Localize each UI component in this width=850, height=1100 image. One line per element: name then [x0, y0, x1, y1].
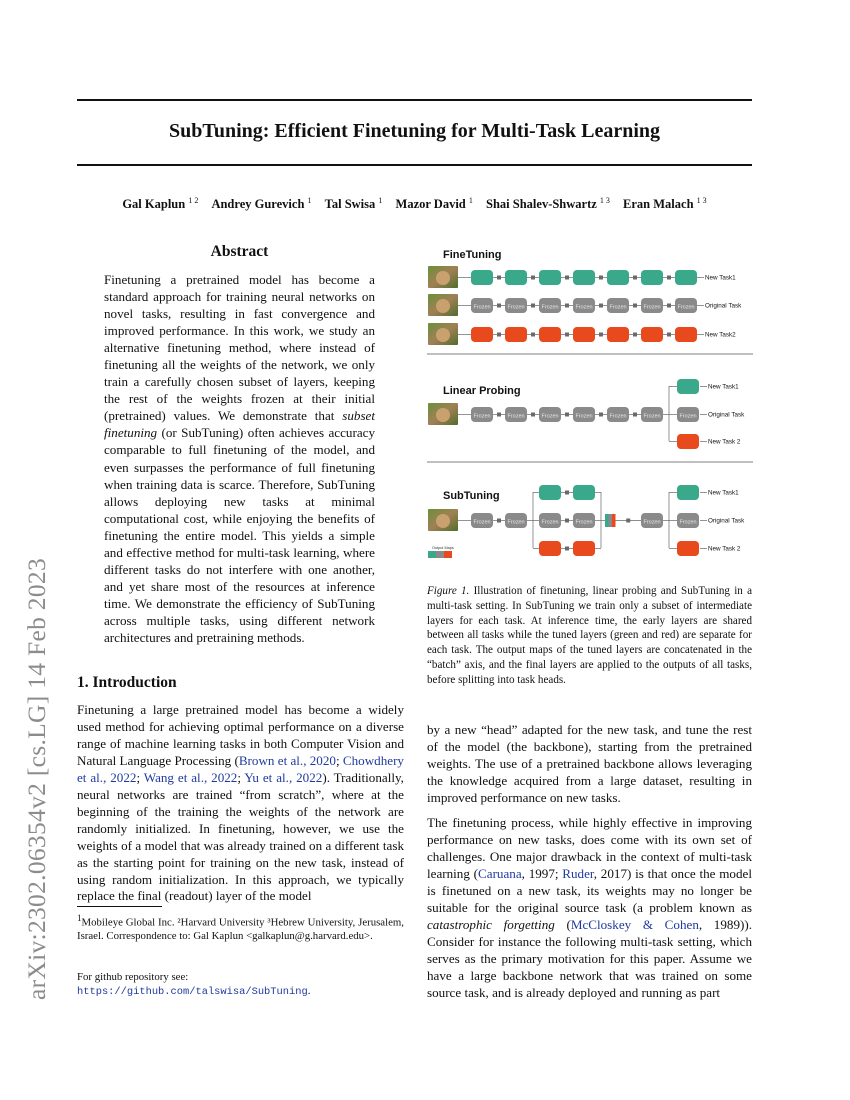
- author-list: [77, 196, 752, 212]
- title-bottom-rule: [77, 164, 752, 166]
- github-note: For github repository see: https://github.com/talswisa/SubTuning.: [77, 971, 311, 998]
- layer-block: [573, 485, 595, 500]
- author: Mazor David $^1$: [395, 196, 473, 212]
- frozen-label: Frozen: [643, 413, 661, 420]
- layer-block: [675, 270, 697, 285]
- frozen-label: Frozen: [507, 304, 525, 311]
- feature-map-icon: [531, 276, 535, 280]
- task-label: New Task2: [705, 331, 736, 339]
- layer-block: [539, 270, 561, 285]
- frozen-label: Frozen: [679, 519, 697, 526]
- figure-1-diagram: [425, 244, 755, 566]
- task-label: New Task1: [705, 274, 736, 282]
- frozen-label: Frozen: [541, 304, 559, 311]
- feature-map-icon: [497, 413, 501, 417]
- top-rule: [77, 99, 752, 101]
- layer-block: [505, 270, 527, 285]
- abstract-emphasis: subset finetuning: [104, 408, 375, 441]
- finetuning-rows: [428, 266, 742, 345]
- input-image-subject: [436, 271, 450, 285]
- feature-map-icon: [531, 413, 535, 417]
- legend-swatch-red: [444, 551, 452, 558]
- task-label: New Task 2: [708, 545, 741, 553]
- author: Shai Shalev-Shwartz $^{1 3}$: [486, 196, 610, 212]
- feature-map-icon: [565, 304, 569, 308]
- feature-map-icon: [565, 491, 569, 495]
- layer-block: [505, 327, 527, 342]
- feature-map-icon: [667, 333, 671, 337]
- citation-link[interactable]: Brown et al., 2020: [238, 752, 336, 768]
- layer-block: [573, 541, 595, 556]
- feature-map-icon: [633, 276, 637, 280]
- feature-map-icon: [497, 333, 501, 337]
- feature-map-icon: [531, 333, 535, 337]
- layer-block: [607, 270, 629, 285]
- layer-block: [471, 327, 493, 342]
- citation-link[interactable]: Ruder: [562, 865, 594, 881]
- feature-map-icon: [497, 276, 501, 280]
- task-label: Original Task: [708, 517, 745, 525]
- frozen-label: Frozen: [473, 519, 491, 526]
- frozen-label: Frozen: [575, 519, 593, 526]
- citation-link[interactable]: McCloskey & Cohen: [570, 916, 699, 932]
- layer-block: [641, 327, 663, 342]
- legend-swatch-green: [428, 551, 436, 558]
- panel-title-linear-probing: Linear Probing: [443, 385, 521, 397]
- frozen-label: Frozen: [575, 413, 593, 420]
- layer-block: [539, 541, 561, 556]
- legend-swatch-gray: [436, 551, 444, 558]
- frozen-label: Frozen: [473, 413, 491, 420]
- citation-link[interactable]: Wang et al., 2022: [143, 769, 238, 785]
- layer-block: [675, 327, 697, 342]
- legend-label: Output Maps: [432, 546, 454, 550]
- layer-block: [677, 485, 699, 500]
- abstract-text: Finetuning a pretrained model has become a standard approach for training neural networks on novel tasks, resulting in fast convergence and improved performance. In this work, we study an alternative finetuning method, where instead of finetuning all the weights of the network, we only train a carefully chosen subset of layers, keeping the rest of the weights frozen at their initial (pretrained) values. We demonstrate that subset finetuning (or SubTuning) often achieves accuracy comparable to full finetuning of the model, and even surpasses the performance of full finetuning when training data is scarce. Therefore, SubTuning allows deploying new tasks at minimal computational cost, while enjoying the benefits of finetuning the entire model. This yields a simple and effective method for multi-task learning, where different tasks do not interfere with one another, and yet share most of the resources at inference time. We demonstrate the efficiency of SubTuning across multiple tasks, using different network architectures and pretraining methods.: [104, 272, 375, 645]
- frozen-label: Frozen: [609, 413, 627, 420]
- feature-map-icon: [633, 333, 637, 337]
- layer-block: [539, 327, 561, 342]
- concat-map-gray: [609, 514, 613, 527]
- panel-title-subtuning: SubTuning: [443, 490, 500, 502]
- feature-map-icon: [667, 304, 671, 308]
- frozen-label: Frozen: [643, 519, 661, 526]
- feature-map-icon: [565, 519, 569, 523]
- layer-block: [573, 327, 595, 342]
- feature-map-icon: [667, 276, 671, 280]
- paper-title: SubTuning: Efficient Finetuning for Multi-Task Learning: [168, 120, 661, 142]
- feature-map-icon: [565, 413, 569, 417]
- layer-block: [641, 270, 663, 285]
- frozen-label: Frozen: [473, 304, 491, 311]
- frozen-label: Frozen: [575, 304, 593, 311]
- input-image-subject: [436, 299, 450, 313]
- input-image-subject: [436, 408, 450, 422]
- layer-block: [471, 270, 493, 285]
- feature-map-icon: [626, 519, 630, 523]
- feature-map-icon: [599, 333, 603, 337]
- intro-paragraph-col2-continued: by a new “head” adapted for the new task, and tune the rest of the model (the backbone), starting from the pretrained weights. The use of a pretrained backbone allows leveraging the knowledge acquired from a large dataset, resulting in improved performance on new tasks.: [427, 722, 752, 805]
- author: Gal Kaplun $^{1 2}$: [122, 196, 199, 212]
- concat-map-red: [612, 514, 616, 527]
- frozen-label: Frozen: [507, 413, 525, 420]
- feature-map-icon: [633, 413, 637, 417]
- feature-map-icon: [633, 304, 637, 308]
- author: Eran Malach $^{1 3}$: [623, 196, 707, 212]
- layer-block: [607, 327, 629, 342]
- layer-block: [677, 379, 699, 394]
- panel-title-finetuning: FineTuning: [443, 249, 502, 261]
- caption-label: Figure 1.: [427, 585, 470, 597]
- layer-block: [539, 485, 561, 500]
- citation-link[interactable]: Caruana: [478, 865, 522, 881]
- citation-link[interactable]: Yu et al., 2022: [244, 769, 323, 785]
- layer-block: [677, 541, 699, 556]
- frozen-label: Frozen: [609, 304, 627, 311]
- figure-1-caption: Figure 1. Illustration of finetuning, linear probing and SubTuning in a multi-task setting. In SubTuning we train only a subset of intermediate layers for each task. At inference time, the early layers are shared between all tasks while the tuned layers (green and red) are separate for each task. The output maps of the tuned layers are concatenated in the “batch” axis, and the final layers are applied to the outputs of all tasks, before splitting into task heads.: [427, 585, 752, 686]
- input-image-subject: [436, 328, 450, 342]
- frozen-label: Frozen: [679, 413, 697, 420]
- task-label: New Task1: [708, 383, 739, 391]
- task-label: New Task1: [708, 489, 739, 497]
- task-label: Original Task: [705, 302, 742, 310]
- feature-map-icon: [497, 519, 501, 523]
- feature-map-icon: [531, 304, 535, 308]
- input-image-subject: [436, 514, 450, 528]
- citation-link[interactable]: Chowdhery et al., 2022: [77, 752, 404, 785]
- arxiv-identifier: arXiv:2302.06354v2 [cs.LG] 14 Feb 2023: [22, 557, 51, 1000]
- footnote-affiliations: $^1$Mobileye Global Inc. ²Harvard University ³Hebrew University, Jerusalem, Israel. Correspondence to: Gal Kaplun <galkaplun@g.harvard.edu>.: [77, 913, 404, 942]
- layer-block: [573, 270, 595, 285]
- feature-map-icon: [565, 333, 569, 337]
- frozen-label: Frozen: [643, 304, 661, 311]
- task-label: New Task 2: [708, 438, 741, 446]
- concat-map-green: [605, 514, 609, 527]
- feature-map-icon: [599, 276, 603, 280]
- frozen-label: Frozen: [507, 519, 525, 526]
- frozen-label: Frozen: [541, 519, 559, 526]
- abstract-heading: Abstract: [210, 243, 269, 260]
- github-link[interactable]: https://github.com/talswisa/SubTuning: [77, 986, 308, 998]
- frozen-label: Frozen: [541, 413, 559, 420]
- intro-paragraph-col1: Finetuning a large pretrained model has become a widely used method for achieving optimal performance on a diverse range of machine learning tasks in both Computer Vision and Natural Language Processing (Brown et al., 2020; Chowdhery et al., 2022; Wang et al., 2022; Yu et al., 2022). Traditionally, neural networks are trained “from scratch”, where at the beginning of the training the weights of the network are randomly initialized. In finetuning, however, we use the weights of a model that was already trained on a different task as the starting point for training on the new task, instead of using random initialization. In this approach, we typically replace the final (readout) layer of the model: [77, 702, 404, 904]
- footnote-rule: [77, 906, 162, 907]
- feature-map-icon: [599, 413, 603, 417]
- feature-map-icon: [565, 276, 569, 280]
- section-heading-introduction: 1. Introduction: [77, 674, 177, 691]
- feature-map-icon: [565, 547, 569, 551]
- frozen-label: Frozen: [677, 304, 695, 311]
- author: Tal Swisa $^1$: [324, 196, 383, 212]
- feature-map-icon: [599, 304, 603, 308]
- author: Andrey Gurevich $^1$: [211, 196, 312, 212]
- intro-paragraph-col2: The finetuning process, while highly effective in improving performance on new tasks, does come with its own set of challenges. One major drawback in the context of multi-task learning (Caruana, 1997; Ruder, 2017) is that once the model is finetuned on a new task, its weights may no longer be suitable for the original source task (a problem known as catastrophic forgetting (McCloskey & Cohen, 1989)). Consider for instance the following multi-task setting, which serves as the primary motivation for this paper. Assume we have a large backbone network that was trained on some source task, and is already deployed and running as part: [427, 815, 752, 1000]
- feature-map-icon: [497, 304, 501, 308]
- task-label: Original Task: [708, 411, 745, 419]
- layer-block: [677, 434, 699, 449]
